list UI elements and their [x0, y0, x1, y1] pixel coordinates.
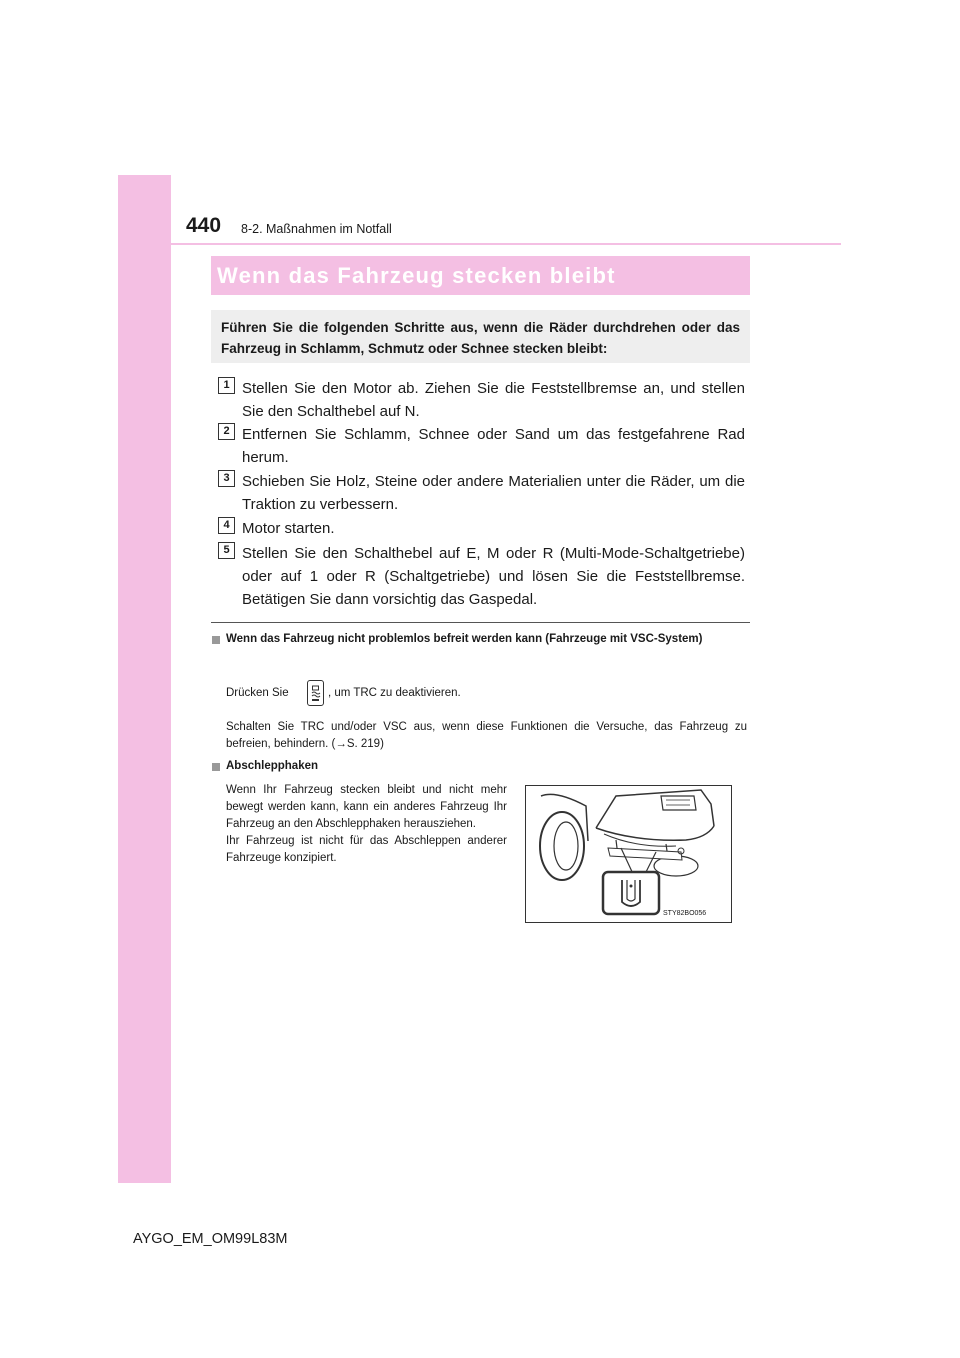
- car-rear-drawing-icon: [526, 786, 731, 922]
- figure-code: STY82BO056: [663, 910, 707, 917]
- document-code-footer: AYGO_EM_OM99L83M: [133, 1231, 288, 1247]
- page-heading: Wenn das Fahrzeug stecken bleibt: [211, 256, 750, 295]
- step-number: 1: [218, 377, 235, 394]
- note-body-tow: [226, 782, 507, 867]
- step-text: Entfernen Sie Schlamm, Schnee oder Sand um das festgefahrene Rad herum.: [242, 426, 745, 466]
- bullet-square-icon: [212, 636, 220, 644]
- intro-box: Führen Sie die folgenden Schritte aus, wenn die Räder durchdrehen oder das Fahrzeug in Schlamm, Schmutz oder Schnee stecken bleibt:: [211, 310, 750, 363]
- step-number: 2: [218, 423, 235, 440]
- note-body-tow-p2: Ihr Fahrzeug ist nicht für das Abschleppen anderer Fahrzeuge konzipiert.: [226, 835, 507, 864]
- note-body-tow-p1: Wenn Ihr Fahrzeug stecken bleibt und nicht mehr bewegt werden kann, kann ein anderes Fahrzeug Ihr Fahrzeug an den Abschlepphaken herausziehen.: [226, 784, 507, 830]
- note-heading-tow: Abschlepphaken: [226, 760, 319, 772]
- trc-instruction-after: , um TRC zu deaktivieren.: [328, 687, 461, 699]
- page-number: 440: [186, 214, 222, 237]
- note-heading-vsc: Wenn das Fahrzeug nicht problemlos befreit werden kann (Fahrzeuge mit VSC-System): [226, 633, 703, 645]
- step-text: Stellen Sie den Motor ab. Ziehen Sie die Feststellbremse an, und stellen Sie den Schalthebel auf N.: [242, 380, 745, 420]
- section-divider: [211, 622, 750, 623]
- step-text: Schieben Sie Holz, Steine oder andere Materialien unter die Räder, um die Traktion zu verbessern.: [242, 473, 745, 513]
- section-title: 8-2. Maßnahmen im Notfall: [241, 222, 392, 236]
- step-text: Motor starten.: [242, 520, 335, 537]
- side-tab-strip: [118, 175, 171, 1183]
- step-number: 4: [218, 517, 235, 534]
- trc-off-button-icon: [307, 680, 324, 706]
- note-body-vsc: Schalten Sie TRC und/oder VSC aus, wenn diese Funktionen die Versuche, das Fahrzeug zu befreien, behindern. (→S. 219): [226, 721, 747, 750]
- trc-instruction-before: Drücken Sie: [226, 687, 289, 699]
- step-number: 5: [218, 542, 235, 559]
- step-text: Stellen Sie den Schalthebel auf E, M oder R (Multi-Mode-Schaltgetriebe) oder auf 1 oder R (Schaltgetriebe) und lösen Sie die Feststellbremse. Betätigen Sie dann vorsichtig das Gaspedal.: [242, 545, 745, 608]
- header-rule: [171, 243, 841, 245]
- tow-hook-illustration: [525, 785, 732, 923]
- step-number: 3: [218, 470, 235, 487]
- bullet-square-icon: [212, 763, 220, 771]
